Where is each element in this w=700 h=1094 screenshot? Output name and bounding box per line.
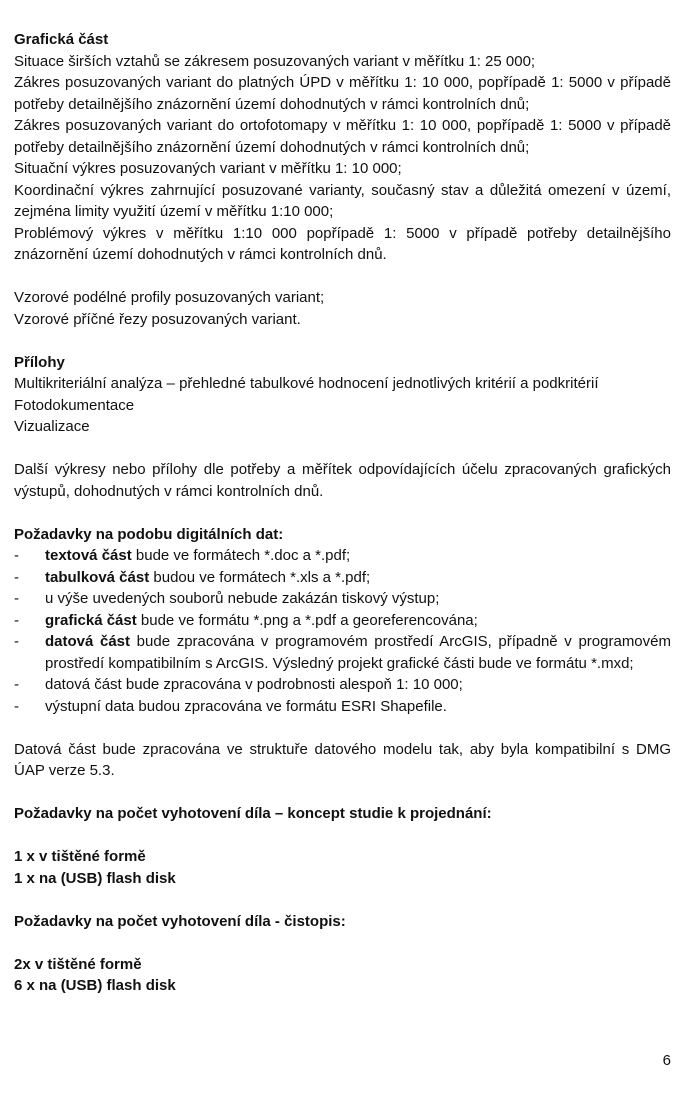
list-item bbox=[14, 674, 671, 696]
clean-line: 6 x na (USB) flash disk bbox=[14, 977, 176, 994]
list-item bbox=[14, 545, 671, 567]
item-bold: datová část bbox=[45, 633, 131, 650]
item-text: bude ve formátu *.png a *.pdf a georeferencována; bbox=[136, 611, 478, 629]
item-text: bude ve formátech *.doc a *.pdf; bbox=[131, 547, 351, 564]
list-item bbox=[14, 631, 671, 674]
concept-heading: Požadavky na počet vyhotovení díla – koncept studie k projednání: bbox=[14, 805, 492, 822]
list-item bbox=[14, 567, 671, 589]
digital-heading: Požadavky na podobu digitálních dat: bbox=[14, 525, 284, 543]
concept-line: 1 x v tištěné formě bbox=[14, 848, 146, 865]
attachments-line: Vizualizace bbox=[14, 418, 90, 435]
attachments-line: Fotodokumentace bbox=[14, 396, 135, 414]
item-bold: grafická část bbox=[45, 611, 137, 629]
item-text: výstupní data budou zpracována ve formátu ESRI Shapefile. bbox=[45, 697, 447, 715]
dash-bullet: - bbox=[14, 633, 19, 650]
dmg-paragraph: Datová část bude zpracována ve struktuře datového modelu tak, aby byla kompatibilní s DMG ÚAP verze 5.3. bbox=[14, 740, 671, 779]
digital-list bbox=[14, 545, 671, 717]
graphic-heading: Grafická část bbox=[14, 31, 109, 48]
item-bold: textová část bbox=[45, 547, 132, 564]
item-bold: tabulková část bbox=[45, 568, 150, 586]
dash-bullet: - bbox=[14, 697, 19, 715]
profiles-line: Vzorové příčné řezy posuzovaných variant. bbox=[14, 310, 301, 328]
graphic-line: Problémový výkres v měřítku 1:10 000 popřípadě 1: 5000 v případě potřeby detailnějšího znázornění území dohodnutých v rámci kontrolních dnů. bbox=[14, 224, 671, 263]
profiles-line: Vzorové podélné profily posuzovaných variant; bbox=[14, 289, 325, 306]
dash-bullet: - bbox=[14, 568, 19, 586]
concept-line: 1 x na (USB) flash disk bbox=[14, 869, 176, 887]
clean-heading: Požadavky na počet vyhotovení díla - čistopis: bbox=[14, 912, 346, 930]
page-number: 6 bbox=[662, 1052, 671, 1069]
item-text: budou ve formátech *.xls a *.pdf; bbox=[149, 568, 371, 586]
dash-bullet: - bbox=[14, 547, 19, 564]
attachments-line: Multikriteriální analýza – přehledné tabulkové hodnocení jednotlivých kritérií a podkritérií bbox=[14, 375, 599, 392]
list-item bbox=[14, 610, 671, 632]
clean-line: 2x v tištěné formě bbox=[14, 955, 142, 973]
graphic-line: Zákres posuzovaných variant do platných ÚPD v měřítku 1: 10 000, popřípadě 1: 5000 v případě potřeby detailnějšího znázornění území dohodnutých v rámci kontrolních dnů; bbox=[14, 74, 671, 113]
graphic-line: Koordinační výkres zahrnující posuzované varianty, současný stav a důležitá omezení v území, zejména limity využití území v měřítku 1:10 000; bbox=[14, 181, 671, 220]
graphic-line: Situace širších vztahů se zákresem posuzovaných variant v měřítku 1: 25 000; bbox=[14, 52, 536, 70]
item-text: datová část bude zpracována v podrobnosti alespoň 1: 10 000; bbox=[45, 676, 463, 693]
item-text: u výše uvedených souborů nebude zakázán tiskový výstup; bbox=[45, 590, 440, 607]
graphic-line: Situační výkres posuzovaných variant v měřítku 1: 10 000; bbox=[14, 160, 402, 177]
item-text: bude zpracována v programovém prostředí ArcGIS, případně v programovém prostředí kompatibilním s ArcGIS. Výsledný projekt grafické části bude ve formátu *.mxd; bbox=[45, 633, 671, 672]
dash-bullet: - bbox=[14, 611, 19, 629]
attachments-heading: Přílohy bbox=[14, 353, 65, 371]
dash-bullet: - bbox=[14, 676, 19, 693]
list-item bbox=[14, 588, 671, 610]
list-item bbox=[14, 696, 671, 718]
further-paragraph: Další výkresy nebo přílohy dle potřeby a měřítek odpovídajících účelu zpracovaných grafických výstupů, dohodnutých v rámci kontrolních dnů. bbox=[14, 461, 671, 500]
graphic-line: Zákres posuzovaných variant do ortofotomapy v měřítku 1: 10 000, popřípadě 1: 5000 v případě potřeby detailnějšího znázornění území dohodnutých v rámci kontrolních dnů; bbox=[14, 117, 671, 156]
dash-bullet: - bbox=[14, 590, 19, 607]
